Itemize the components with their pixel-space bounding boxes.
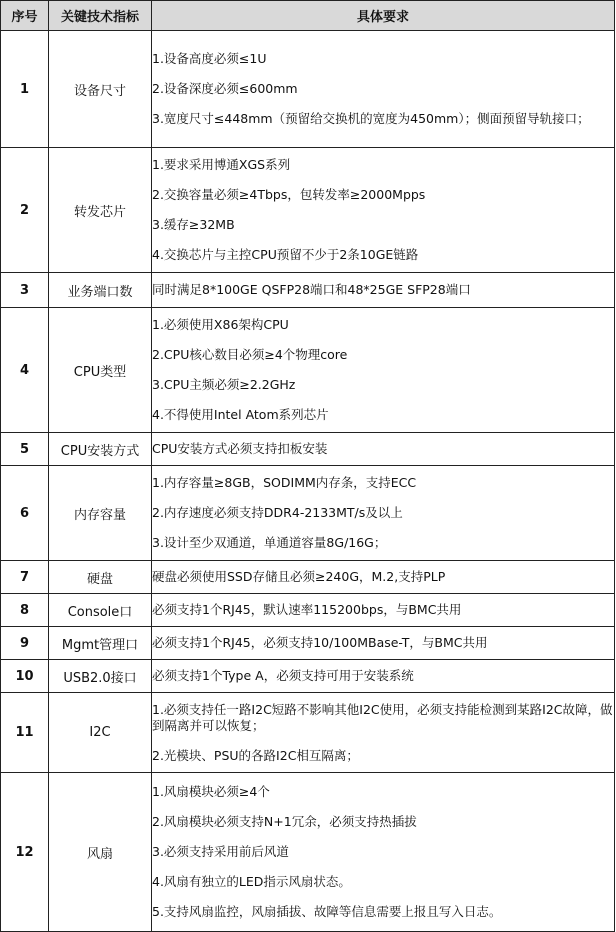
- row-number: 6: [1, 466, 49, 561]
- row-requirements: [152, 594, 615, 627]
- requirement-line: 2.光模块、PSU的各路I2C相互隔离；: [152, 747, 359, 763]
- row-requirements: [152, 148, 615, 273]
- row-number: 3: [1, 273, 49, 308]
- requirement-line: 1.内存容量≥8GB，SODIMM内存条，支持ECC: [152, 475, 417, 490]
- row-requirements: [152, 433, 615, 466]
- row-indicator: 硬盘: [49, 561, 152, 594]
- row-indicator: 内存容量: [49, 466, 152, 561]
- requirement-line: 4.不得使用Intel Atom系列芯片: [152, 407, 329, 422]
- requirement-line: 硬盘必须使用SSD存储且必须≥240G，M.2,支持PLP: [152, 569, 446, 584]
- requirement-line: 2.内存速度必须支持DDR4-2133MT/s及以上: [152, 505, 403, 520]
- row-indicator: 设备尺寸: [49, 31, 152, 148]
- header-no: 序号: [1, 1, 49, 31]
- header-req: 具体要求: [152, 1, 615, 31]
- table-row: [1, 627, 615, 660]
- row-number: 8: [1, 594, 49, 627]
- header-name: 关键技术指标: [49, 1, 152, 31]
- requirement-line: 2.风扇模块必须支持N+1冗余，必须支持热插拔: [152, 814, 417, 829]
- requirement-line: 同时满足8*100GE QSFP28端口和48*25GE SFP28端口: [152, 282, 471, 297]
- row-requirements: [152, 627, 615, 660]
- requirement-line: 1.要求采用博通XGS系列: [152, 157, 291, 172]
- row-number: 9: [1, 627, 49, 660]
- table-row: [1, 693, 615, 773]
- table-row: [1, 308, 615, 433]
- table-row: [1, 273, 615, 308]
- requirement-line: 1.必须支持任一路I2C短路不影响其他I2C使用，必须支持能检测到某路I2C故障，做到隔离并可以恢复；: [152, 701, 613, 733]
- table-row: [1, 148, 615, 273]
- row-number: 5: [1, 433, 49, 466]
- row-indicator: USB2.0接口: [49, 660, 152, 693]
- requirement-line: 必须支持1个RJ45，必须支持10/100MBase-T，与BMC共用: [152, 635, 488, 650]
- row-indicator: 风扇: [49, 773, 152, 932]
- table-row: [1, 660, 615, 693]
- row-requirements: [152, 273, 615, 308]
- requirement-line: 必须支持1个Type A，必须支持可用于安装系统: [152, 668, 414, 683]
- requirement-line: 2.交换容量必须≥4Tbps，包转发率≥2000Mpps: [152, 187, 426, 202]
- row-number: 12: [1, 773, 49, 932]
- requirement-line: 3.必须支持采用前后风道: [152, 844, 289, 859]
- row-indicator: I2C: [49, 693, 152, 773]
- row-requirements: [152, 773, 615, 932]
- row-number: 7: [1, 561, 49, 594]
- requirement-line: 4.风扇有独立的LED指示风扇状态。: [152, 874, 351, 889]
- requirement-line: 1.设备高度必须≤1U: [152, 51, 267, 66]
- row-indicator: Console口: [49, 594, 152, 627]
- requirement-line: 2.设备深度必须≤600mm: [152, 81, 298, 96]
- requirement-line: 3.设计至少双通道，单通道容量8G/16G；: [152, 535, 387, 550]
- row-requirements: [152, 693, 615, 773]
- row-requirements: [152, 308, 615, 433]
- row-requirements: [152, 561, 615, 594]
- table-row: [1, 594, 615, 627]
- requirement-line: 3.缓存≥32MB: [152, 217, 235, 232]
- row-number: 10: [1, 660, 49, 693]
- row-number: 11: [1, 693, 49, 773]
- requirement-line: 3.CPU主频必须≥2.2GHz: [152, 377, 296, 392]
- requirement-line: 必须支持1个RJ45，默认速率115200bps，与BMC共用: [152, 602, 462, 617]
- row-indicator: 转发芯片: [49, 148, 152, 273]
- requirement-line: CPU安装方式必须支持扣板安装: [152, 441, 328, 456]
- table-body: [1, 31, 615, 932]
- requirement-line: 1.风扇模块必须≥4个: [152, 784, 270, 799]
- requirement-line: 2.CPU核心数目必须≥4个物理core: [152, 347, 348, 362]
- row-number: 1: [1, 31, 49, 148]
- requirement-line: 5.支持风扇监控，风扇插拔、故障等信息需要上报且写入日志。: [152, 904, 502, 919]
- row-indicator: 业务端口数: [49, 273, 152, 308]
- requirement-line: 4.交换芯片与主控CPU预留不少于2条10GE链路: [152, 247, 419, 262]
- row-requirements: [152, 660, 615, 693]
- row-indicator: CPU安装方式: [49, 433, 152, 466]
- header-row: [1, 1, 615, 31]
- table-row: [1, 433, 615, 466]
- table-row: [1, 466, 615, 561]
- table-row: [1, 773, 615, 932]
- table-row: [1, 561, 615, 594]
- row-indicator: CPU类型: [49, 308, 152, 433]
- requirement-line: 1.必须使用X86架构CPU: [152, 317, 289, 332]
- row-number: 2: [1, 148, 49, 273]
- row-number: 4: [1, 308, 49, 433]
- table-row: [1, 31, 615, 148]
- row-requirements: [152, 31, 615, 148]
- row-indicator: Mgmt管理口: [49, 627, 152, 660]
- row-requirements: [152, 466, 615, 561]
- requirement-line: 3.宽度尺寸≤448mm（预留给交换机的宽度为450mm）；侧面预留导轨接口；: [152, 111, 590, 126]
